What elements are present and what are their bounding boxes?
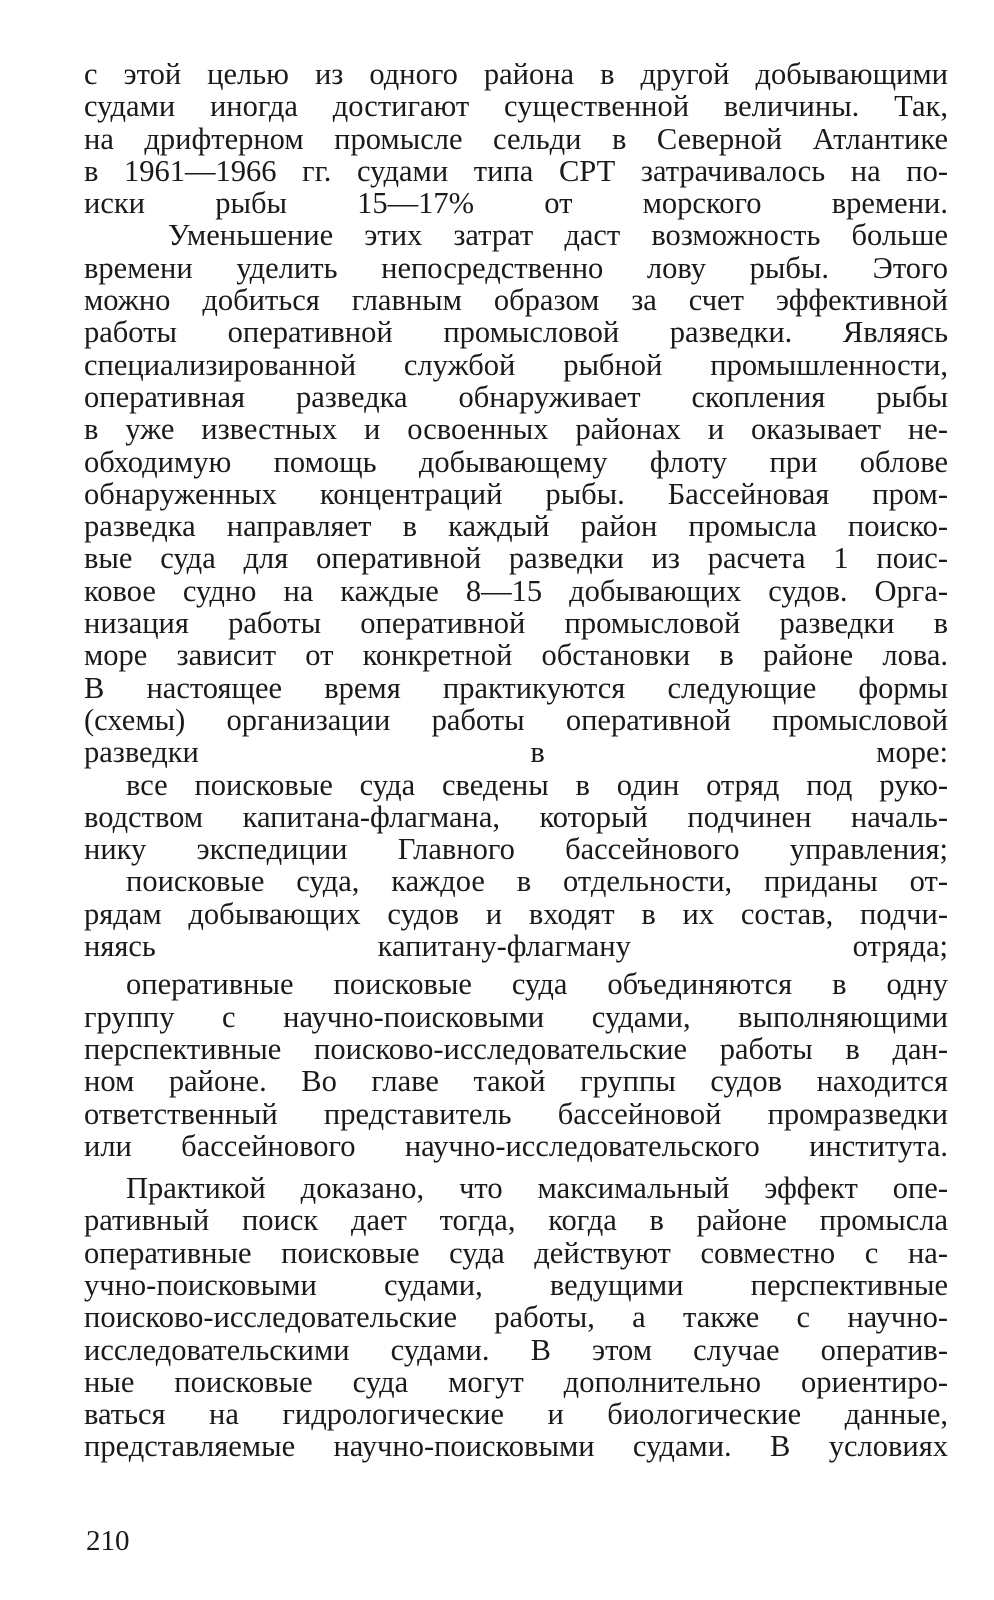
page-body <box>84 58 948 1463</box>
text-line: оперативные поисковые суда действуют совместно с на- <box>84 1235 948 1270</box>
list-item-scheme-1 <box>84 769 948 866</box>
text-line: В настоящее время практикуются следующие формы <box>84 670 948 705</box>
text-line: оперативные поисковые суда объединяются в одну <box>126 967 948 1002</box>
text-line: обходимую помощь добывающему флоту при облове <box>84 444 948 479</box>
text-line: поисково-исследовательские работы, а также с научно- <box>84 1300 948 1335</box>
text-line: на дрифтерном промысле сельди в Северной Атлантике <box>84 121 948 156</box>
text-line: ответственный представитель бассейновой промразведки <box>84 1096 948 1131</box>
page-number: 210 <box>86 1525 130 1557</box>
text-line: судами иногда достигают существенной величины. Так, <box>84 89 948 124</box>
text-line: разведка направляет в каждый район промысла поиско- <box>84 509 948 544</box>
text-line: исследовательскими судами. В этом случае оператив- <box>84 1332 948 1367</box>
text-line: можно добиться главным образом за счет эффективной <box>84 283 948 318</box>
text-line: времени уделить непосредственно лову рыбы. Этого <box>84 250 948 285</box>
text-line: в 1961—1966 гг. судами типа СРТ затрачивалось на по- <box>84 153 948 188</box>
paragraph-practice <box>84 1172 948 1463</box>
text-line: нику экспедиции Главного бассейнового управления; <box>84 832 948 867</box>
text-line: с этой целью из одного района в другой добывающими <box>84 57 948 91</box>
text-line: низация работы оперативной промысловой разведки в <box>84 606 948 641</box>
text-line: разведки в море: <box>84 735 948 770</box>
text-line: поисковые суда, каждое в отдельности, приданы от- <box>126 864 948 899</box>
text-line: Практикой доказано, что максимальный эффект опе- <box>126 1171 948 1206</box>
text-line: все поисковые суда сведены в один отряд под руко- <box>126 767 948 802</box>
text-line: ном районе. Во главе такой группы судов находится <box>84 1064 948 1099</box>
paragraph-reduction-of-costs <box>84 219 948 768</box>
text-line: рядам добывающих судов и входят в их состав, подчи- <box>84 896 948 931</box>
text-line: ративный поиск дает тогда, когда в районе промысла <box>84 1203 948 1238</box>
text-line: Уменьшение этих затрат даст возможность больше <box>168 218 948 253</box>
text-line: ваться на гидрологические и биологические данные, <box>84 1397 948 1432</box>
text-line: водством капитана-флагмана, который подчинен началь- <box>84 799 948 834</box>
text-line: няясь капитану-флагману отряда; <box>84 929 948 964</box>
text-line: в уже известных и освоенных районах и оказывает не- <box>84 412 948 447</box>
text-line: (схемы) организации работы оперативной промысловой <box>84 702 948 737</box>
text-line: ковое судно на каждые 8—15 добывающих судов. Орга- <box>84 573 948 608</box>
text-line: группу с научно-поисковыми судами, выполняющими <box>84 999 948 1034</box>
list-item-scheme-3 <box>84 968 948 1162</box>
text-line: работы оперативной промысловой разведки. Являясь <box>84 315 948 350</box>
paragraph-continuation <box>84 58 948 219</box>
text-line: иски рыбы 15—17% от морского времени. <box>84 186 948 221</box>
list-item-scheme-2 <box>84 865 948 962</box>
text-line: или бассейнового научно-исследовательского института. <box>84 1128 948 1163</box>
text-line: учно-поисковыми судами, ведущими перспективные <box>84 1267 948 1302</box>
text-line: ные поисковые суда могут дополнительно ориентиро- <box>84 1364 948 1399</box>
text-line: перспективные поисково-исследовательские работы в дан- <box>84 1031 948 1066</box>
text-line: оперативная разведка обнаруживает скопления рыбы <box>84 379 948 414</box>
text-line: вые суда для оперативной разведки из расчета 1 поис- <box>84 541 948 576</box>
text-line: представляемые научно-поисковыми судами. В условиях <box>84 1429 948 1464</box>
text-line: море зависит от конкретной обстановки в районе лова. <box>84 638 948 673</box>
text-line: специализированной службой рыбной промышленности, <box>84 347 948 382</box>
text-line: обнаруженных концентраций рыбы. Бассейновая пром- <box>84 476 948 511</box>
